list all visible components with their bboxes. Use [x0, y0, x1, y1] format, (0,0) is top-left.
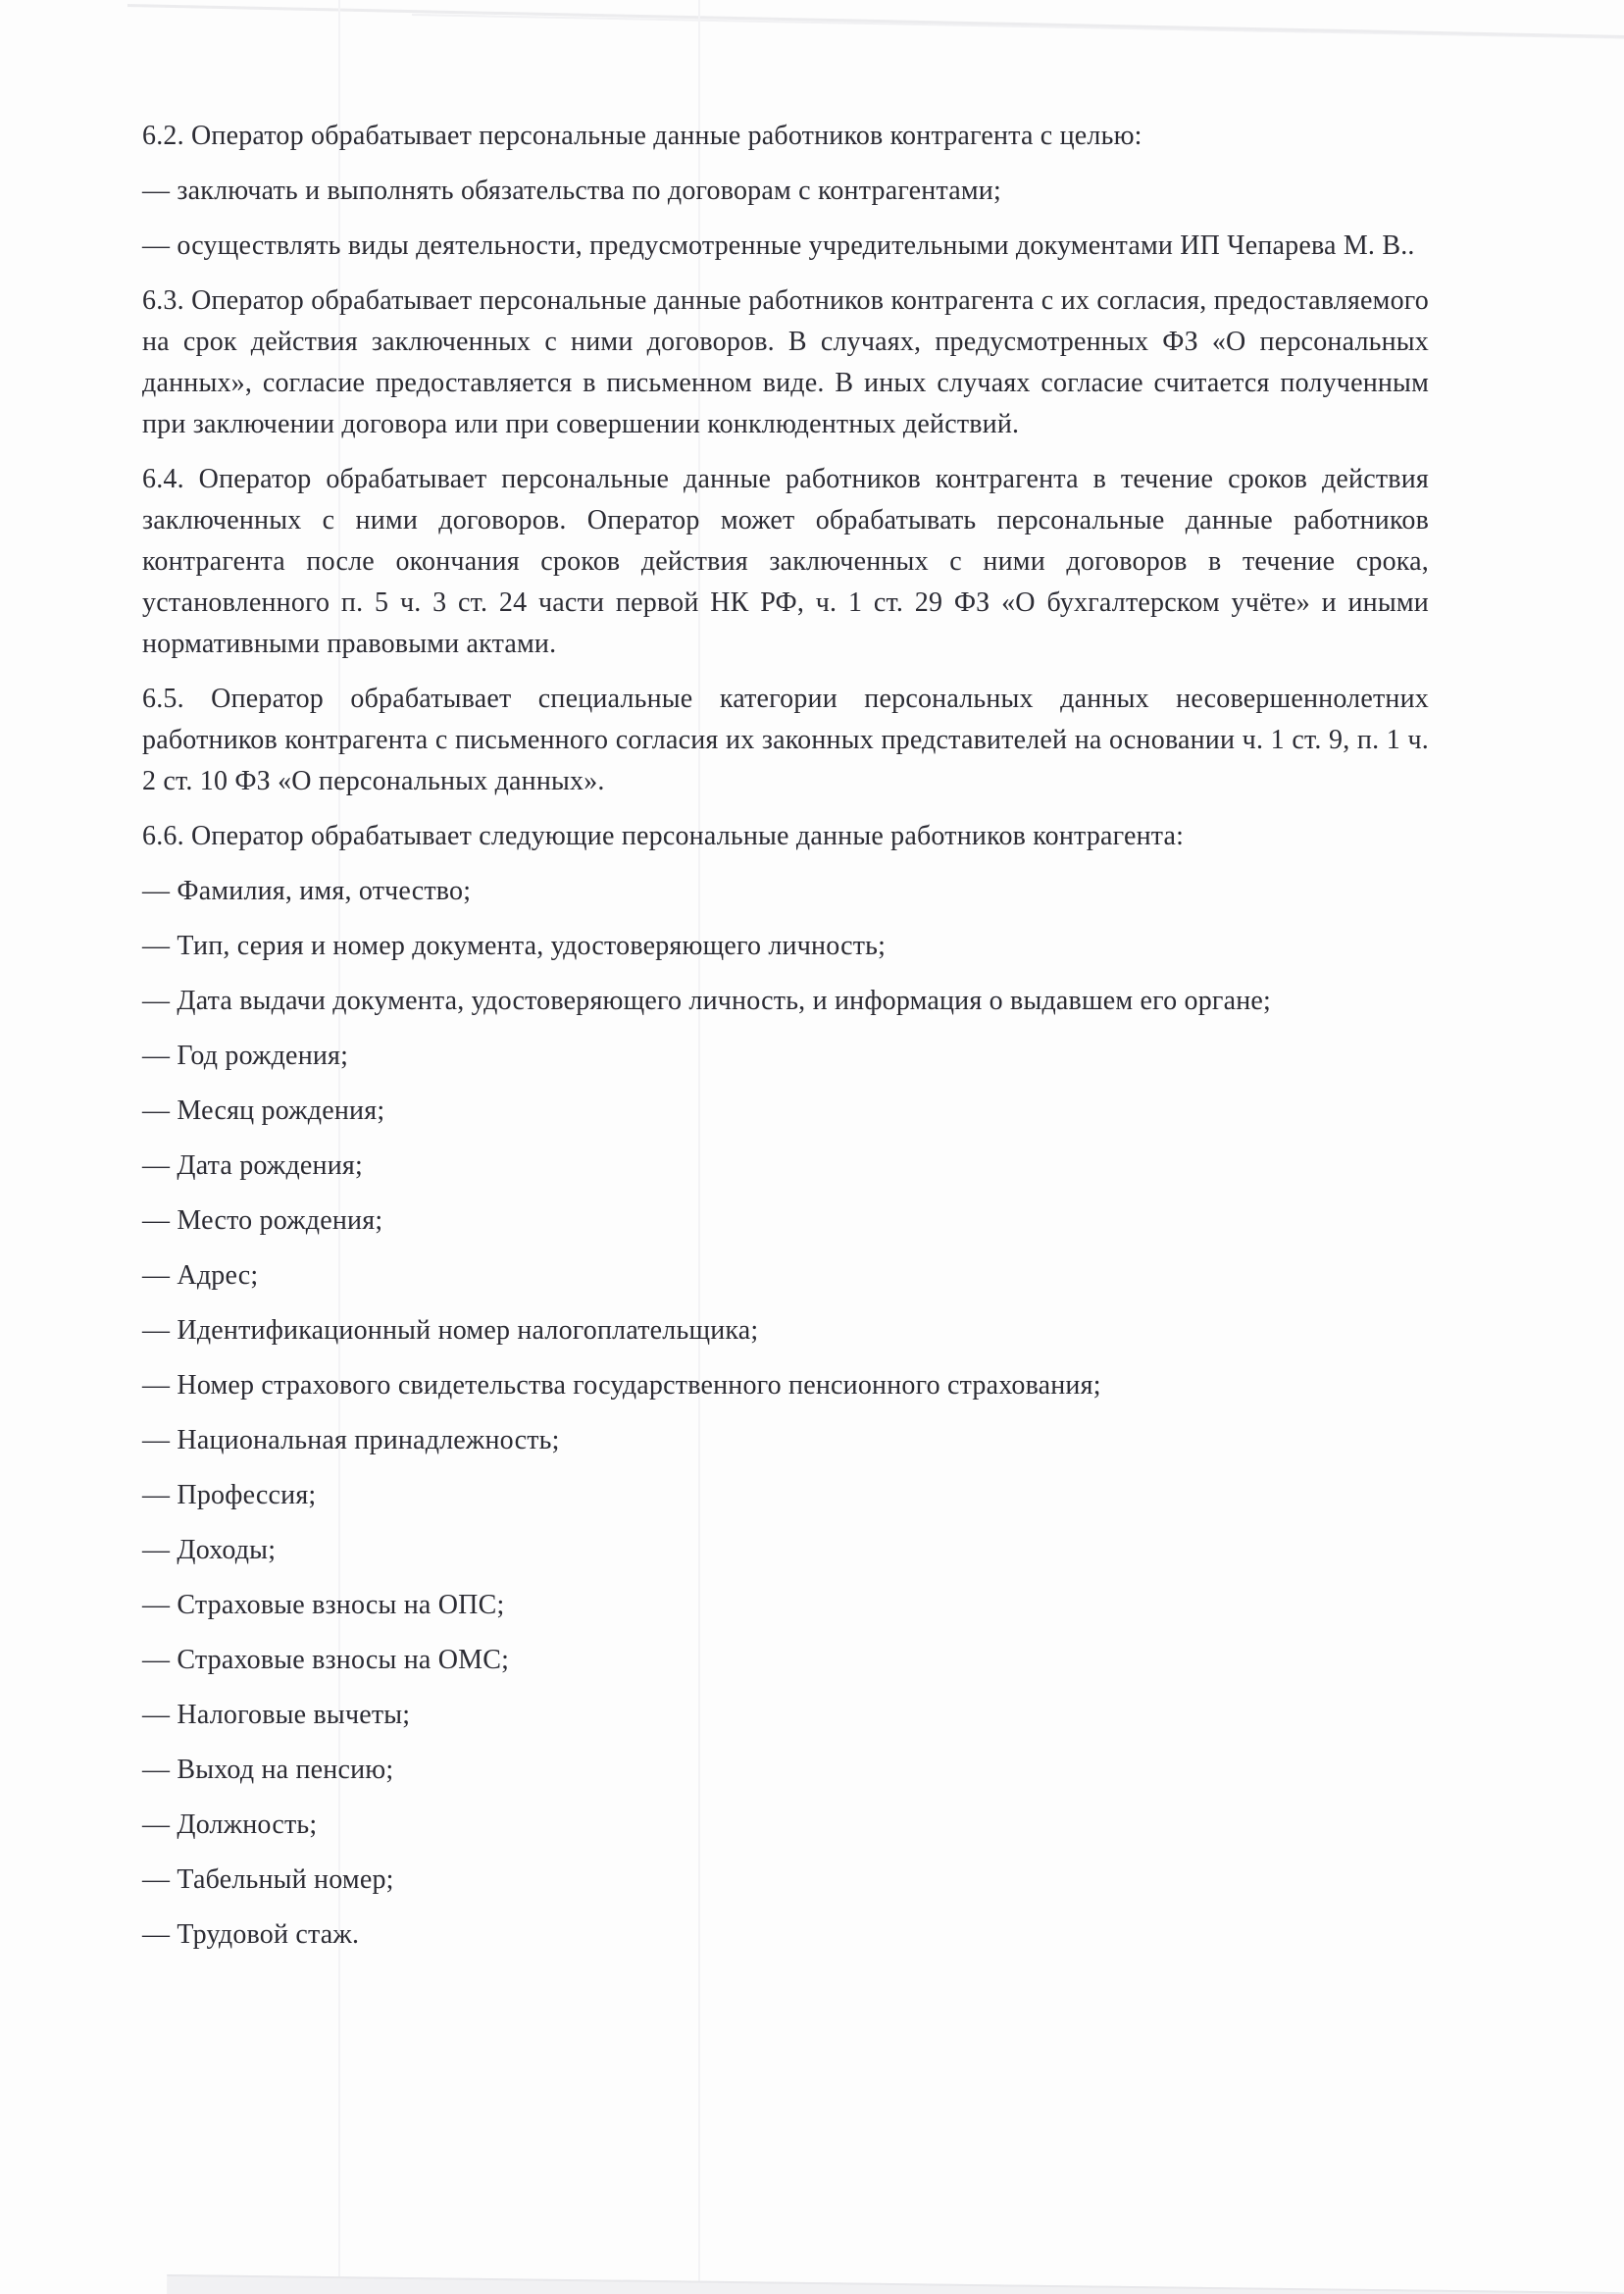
bullet-ops-contributions: — Страховые взносы на ОПС; — [142, 1590, 505, 1620]
bullet-oms-contributions: — Страховые взносы на ОМС; — [142, 1645, 510, 1675]
bullet-full-name: — Фамилия, имя, отчество; — [142, 876, 472, 906]
bullet-id-document: — Тип, серия и номер документа, удостоверяющего личность; — [142, 931, 887, 961]
clause-6-6: 6.6. Оператор обрабатывает следующие персональные данные работников контрагента: — [142, 821, 1185, 851]
bullet-pension-insurance-number: — Номер страхового свидетельства государственного пенсионного страхования; — [142, 1370, 1101, 1401]
clause-6-5: 6.5. Оператор обрабатывает специальные категории персональных данных несовершеннолетних работников контрагента с письменного согласия их законных представителей на основании ч. 1 ст. 9, п. 1 ч. 2 ст. 10 ФЗ «О персональных данных». — [142, 684, 1429, 796]
bullet-personnel-number: — Табельный номер; — [142, 1864, 394, 1895]
bullet-birth-place: — Место рождения; — [142, 1205, 383, 1236]
bullet-birth-date: — Дата рождения; — [142, 1150, 363, 1181]
document-body — [142, 116, 1429, 1969]
bullet-nationality: — Национальная принадлежность; — [142, 1425, 560, 1455]
bullet-work-experience: — Трудовой стаж. — [142, 1919, 360, 1950]
bullet-position: — Должность; — [142, 1810, 318, 1840]
bullet-retirement: — Выход на пенсию; — [142, 1755, 394, 1785]
bullet-taxpayer-id: — Идентификационный номер налогоплательщика; — [142, 1315, 759, 1346]
bullet-contract-obligations: — заключать и выполнять обязательства по договорам с контрагентами; — [142, 176, 1001, 206]
clause-6-3: 6.3. Оператор обрабатывает персональные данные работников контрагента с их согласия, предоставляемого на срок действия заключенных с ними договоров. В случаях, предусмотренных ФЗ «О персональных данных», согласие предоставляется в письменном виде. В иных случаях согласие считается полученным при заключении договора или при совершении конклюдентных действий. — [142, 285, 1429, 439]
bullet-address: — Адрес; — [142, 1260, 259, 1291]
clause-6-4: 6.4. Оператор обрабатывает персональные данные работников контрагента в течение сроков действия заключенных с ними договоров. Оператор может обрабатывать персональные данные работников контрагента после окончания сроков действия заключенных с ними договоров в течение срока, установленного п. 5 ч. 3 ст. 24 части первой НК РФ, ч. 1 ст. 29 ФЗ «О бухгалтерском учёте» и иными нормативными правовыми актами. — [142, 464, 1429, 659]
clause-6-2: 6.2. Оператор обрабатывает персональные данные работников контрагента с целью: — [142, 121, 1142, 151]
bullet-birth-month: — Месяц рождения; — [142, 1096, 385, 1126]
bullet-id-document-issue: — Дата выдачи документа, удостоверяющего личность, и информация о выдавшем его органе; — [142, 986, 1271, 1016]
scan-artifact-bottom-band — [167, 2274, 1624, 2294]
bullet-activities: — осуществлять виды деятельности, предусмотренные учредительными документами ИП Чепарева М. В.. — [142, 230, 1415, 261]
bullet-tax-deductions: — Налоговые вычеты; — [142, 1700, 411, 1730]
scan-artifact-top-streak-secondary — [412, 14, 1624, 39]
bullet-birth-year: — Год рождения; — [142, 1041, 349, 1071]
bullet-profession: — Профессия; — [142, 1480, 317, 1510]
bullet-income: — Доходы; — [142, 1535, 277, 1565]
